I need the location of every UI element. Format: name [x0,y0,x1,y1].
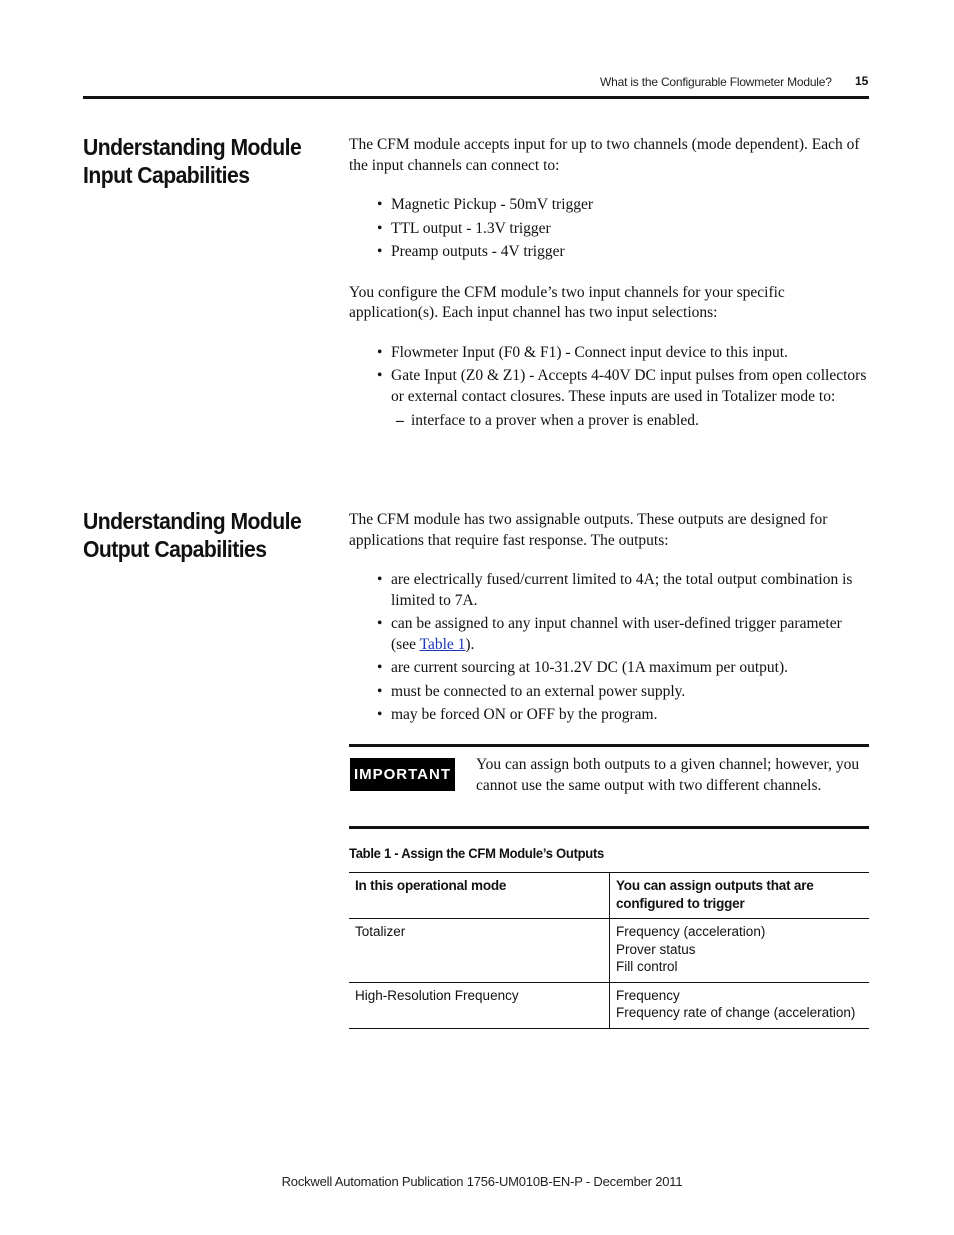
output-item: Frequency rate of change (acceleration) [616,1005,856,1020]
page-number: 15 [855,74,869,88]
table-row [349,982,869,1028]
list-item: • must be connected to an external power supply. [349,682,869,703]
input-intro-paragraph: The CFM module accepts input for up to two channels (mode dependent). Each of the input channels can connect to: [349,136,860,174]
input-section-heading [83,133,301,189]
trigger-list [349,195,869,263]
list-item: • are current sourcing at 10-31.2V DC (1A maximum per output). [349,658,869,679]
list-item: • can be assigned to any input channel with user-defined trigger parameter (see Table 1). [377,615,842,653]
bullet-icon: • [377,571,383,588]
header-rule [83,96,869,99]
bullet-icon: • [377,615,383,632]
output-section-body [349,510,869,726]
input-config-paragraph: You configure the CFM module’s two input channels for your specific application(s). Each input channel has two input selections: [349,283,785,321]
output-heading-line-1: Understanding Module [83,508,302,534]
output-section-heading [83,507,301,563]
input-selection-list [349,343,869,408]
table-row [349,919,869,983]
output-item: Frequency [616,987,680,1003]
bullet-icon: • [377,659,383,676]
output-assignment-table [349,872,869,1029]
prover-sub-item: – interface to a prover when a prover is enabled. [349,411,869,432]
outputs-cell [610,919,870,983]
mode-cell: Totalizer [349,919,610,983]
list-item: • Flowmeter Input (F0 & F1) - Connect input device to this input. [349,343,869,364]
output-item: Prover status [616,941,696,957]
input-section-body [349,135,869,432]
bullet-icon: • [377,682,383,700]
important-badge: IMPORTANT [350,758,455,791]
list-item: • Preamp outputs - 4V trigger [349,242,869,263]
table-header-row [349,873,869,919]
output-heading-line-2: Output Capabilities [83,536,267,562]
outputs-cell [610,982,870,1028]
list-item: • TTL output - 1.3V trigger [349,219,869,240]
output-item: Frequency (acceleration) [616,924,766,939]
column-header-mode: In this operational mode [349,873,610,919]
bullet-icon: • [377,243,383,260]
list-item: • are electrically fused/current limited to 4A; the total output combination is limited to 7A. [377,571,853,609]
column-header-outputs: You can assign outputs that are configured to trigger [616,878,814,911]
important-callout [349,744,869,829]
dash-icon: – [396,412,404,429]
bullet-icon: • [377,706,383,723]
output-feature-list [349,570,869,726]
table-caption: Table 1 - Assign the CFM Module’s Outputs [349,845,605,861]
list-item: • Magnetic Pickup - 50mV trigger [349,195,869,216]
bullet-icon: • [377,219,383,237]
list-item: • Gate Input (Z0 & Z1) - Accepts 4-40V DC input pulses from open collectors or external contact closures. These inputs are used in Totalizer mode to: [377,367,867,405]
list-item: • may be forced ON or OFF by the program. [349,705,869,726]
input-heading-line-1: Understanding Module [83,134,302,160]
output-intro-paragraph: The CFM module has two assignable outputs. These outputs are designed for applications that require fast response. The outputs: [349,511,828,549]
publication-footer: Rockwell Automation Publication 1756-UM010B-EN-P - December 2011 [281,1174,683,1189]
output-item: Fill control [616,959,678,974]
bullet-icon: • [377,196,383,213]
input-heading-line-2: Input Capabilities [83,162,250,188]
important-text: You can assign both outputs to a given channel; however, you cannot use the same output with two different channels. [476,756,860,794]
running-title: What is the Configurable Flowmeter Module? [600,75,832,89]
bullet-icon: • [377,343,383,361]
table-1-link[interactable]: Table 1 [419,635,466,653]
mode-cell: High-Resolution Frequency [349,982,610,1028]
bullet-icon: • [377,367,383,384]
